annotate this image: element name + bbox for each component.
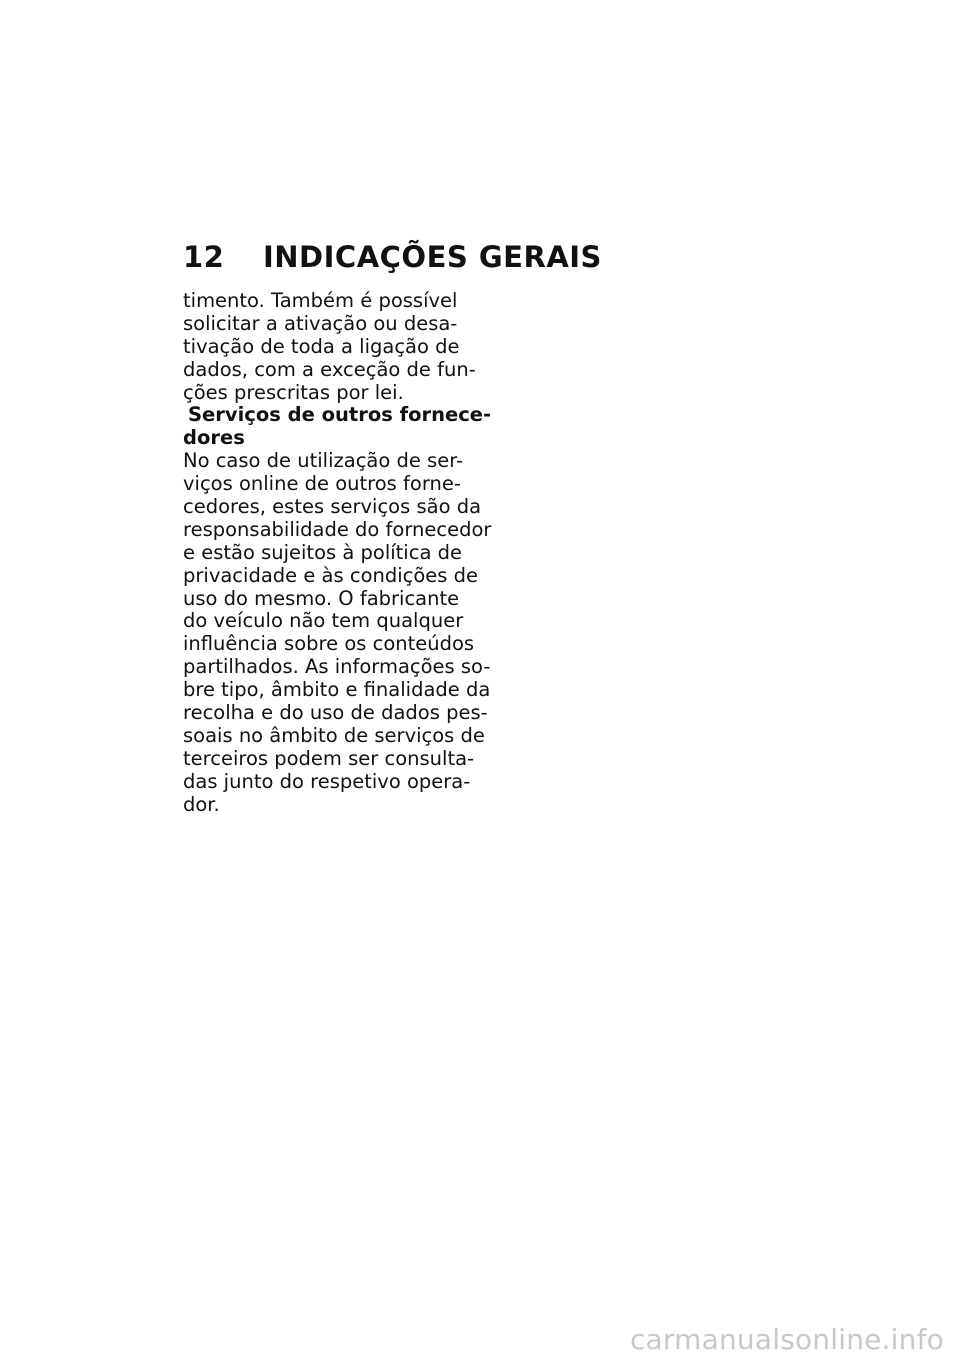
text-line: recolha e do uso de dados pes-	[183, 701, 488, 725]
text-line: soais no âmbito de serviços de	[183, 723, 485, 747]
text-line: ções prescritas por lei.	[183, 380, 404, 404]
subheading-line: Serviços de outros fornece-	[188, 403, 492, 427]
section-title: INDICAÇÕES GERAIS	[263, 240, 602, 274]
text-line: partilhados. As informações so-	[183, 655, 491, 679]
subheading-third-party-services	[183, 403, 492, 450]
text-line: viços online de outros forne-	[183, 472, 461, 496]
text-line: do veículo não tem qualquer	[183, 609, 464, 633]
text-line: bre tipo, âmbito e finalidade da	[183, 678, 491, 702]
text-line: uso do mesmo. O fabricante	[183, 586, 460, 610]
text-line: e estão sujeitos à política de	[183, 540, 462, 564]
body-text	[183, 289, 492, 816]
text-line: privacidade e às condições de	[183, 563, 479, 587]
text-line: das junto do respetivo opera-	[183, 769, 471, 793]
page-number: 12	[183, 240, 225, 274]
subheading-line: dores	[183, 426, 245, 450]
text-line: timento. Também é possível	[183, 289, 458, 312]
watermark-text: carmanualsonline.info	[629, 1323, 944, 1356]
text-line: solicitar a ativação ou desa-	[183, 311, 458, 335]
paragraph-intro	[183, 289, 476, 404]
text-line: cedores, estes serviços são da	[183, 495, 482, 519]
text-line: influência sobre os conteúdos	[183, 632, 475, 656]
text-line: tivação de toda a ligação de	[183, 334, 460, 358]
text-line: No caso de utilização de ser-	[183, 449, 464, 473]
text-line: terceiros podem ser consulta-	[183, 746, 475, 770]
text-line: dor.	[183, 792, 220, 816]
text-line: dados, com a exceção de fun-	[183, 357, 476, 381]
text-line: responsabilidade do fornecedor	[183, 517, 492, 541]
paragraph-third-party	[183, 449, 492, 816]
